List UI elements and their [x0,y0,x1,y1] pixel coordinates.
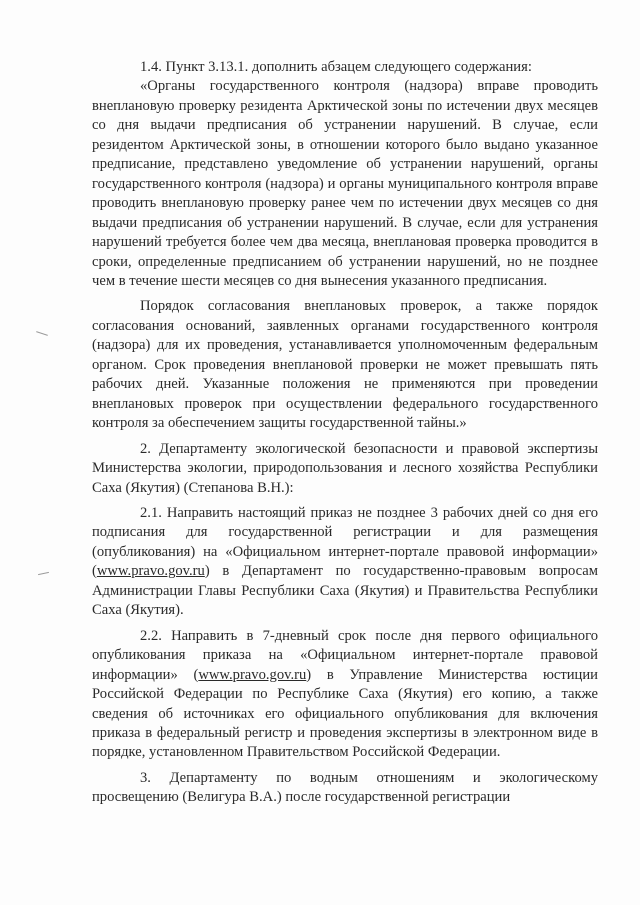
paragraph-quote-2: Порядок согласования внеплановых проверок, а также порядок согласования оснований, заявленных органами государственного контроля (надзора) для их проведения, устанавливается уполномоченным федеральным органом. Срок проведения внеплановой проверки не может превышать пять рабочих дней. Указанные положения не применяются при проведении внеплановых проверок при осуществлении федерального государственного контроля за обеспечением защиты государственной тайны.» [92,298,598,432]
document-body [92,58,598,808]
paragraph-2: 2. Департаменту экологической безопасности и правовой экспертизы Министерства экологии, природопользования и лесного хозяйства Республики Саха (Якутия) (Степанова В.Н.): [92,440,598,496]
pravo-link[interactable]: www.pravo.gov.ru [198,666,307,683]
paragraph-2-2 [92,627,598,763]
paragraph-3: 3. Департаменту по водным отношениям и экологическому просвещению (Велигура В.А.) после государственной регистрации [92,769,598,806]
scan-speck [36,331,48,336]
paragraph-2-2-text-end: ) в Управление Министерства юстиции Российской Федерации по Республике Саха (Якутия) его копию, а также сведения об источниках его официального опубликования для включения приказа в федеральный регистр и проведения экспертизы в электронном виде в порядке, установленном Правительством Российской Федерации. [92,666,598,761]
paragraph-2-1 [92,504,598,621]
paragraph-2-1-text-end: ) в Департамент по государственно-правовым вопросам Администрации Главы Республики Саха (Якутия) и Правительства Республики Саха (Якутия). [92,563,598,619]
paragraph-quote-1: «Органы государственного контроля (надзора) вправе проводить внеплановую проверку резидента Арктической зоны по истечении двух месяцев со дня выдачи предписания об устранении нарушений. В случае, если резидентом Арктической зоны, в отношении которого было выдано указанное предписание, представлено уведомление об устранении нарушений, органы государственного контроля (надзора) и органы муниципального контроля вправе проводить внеплановую проверку ранее чем по истечении двух месяцев со дня выдачи предписания об устранении нарушений. В случае, если для устранения нарушений требуется более чем два месяца, внеплановая проверка проводится в сроки, определенные предписанием об устранении нарушений, но не позднее чем в течение шести месяцев со дня вынесения указанного предписания. [92,78,598,289]
pravo-link[interactable]: www.pravo.gov.ru [96,563,205,580]
scan-speck [38,572,49,575]
paragraph-1-4: 1.4. Пункт 3.13.1. дополнить абзацем следующего содержания: [140,59,532,75]
paragraph-2-1-text: 2.1. Направить настоящий приказ не позднее 3 рабочих дней со дня его подписания для государственной регистрации и для размещения (опубликования) на «Официальном интернет-портале правовой информации» ( [92,504,598,580]
paragraph-2-2-text: 2.2. Направить в 7-дневный срок после дня первого официального опубликования приказа на «Официальном интернет-портале правовой информации» ( [92,627,598,683]
